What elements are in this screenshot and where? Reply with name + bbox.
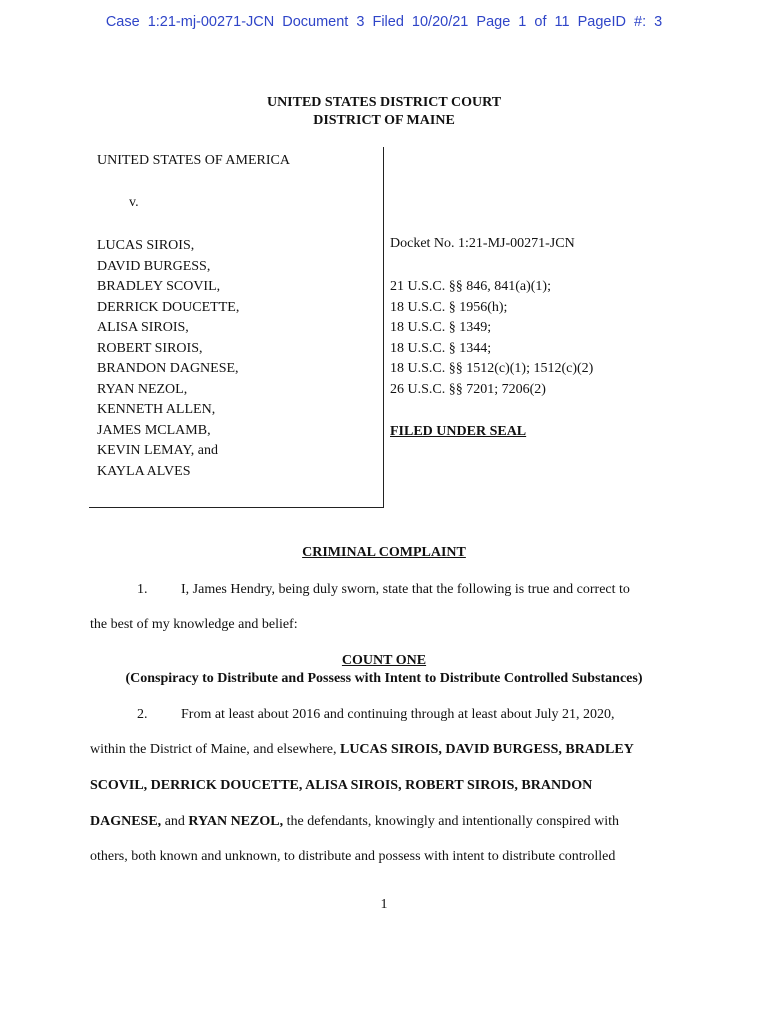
page-count: Page 1 of 11 (476, 14, 570, 30)
court-district: DISTRICT OF MAINE (313, 113, 455, 128)
defendant: BRADLEY SCOVIL, (97, 279, 221, 294)
paragraph-1-line: I, James Hendry, being duly sworn, state that the following is true and correct to (181, 582, 630, 597)
defendant: ROBERT SIROIS, (97, 340, 203, 356)
plaintiff: UNITED STATES OF AMERICA (97, 153, 290, 168)
plain-text: within the District of Maine, and elsewhere, (90, 742, 340, 757)
statute: 18 U.S.C. § 1349; (390, 320, 492, 335)
count-one-title: COUNT ONE (341, 653, 427, 668)
defendant: RYAN NEZOL, (97, 381, 188, 397)
defendant: KEVIN LEMAY, and (97, 443, 218, 458)
paragraph-2-line: others, both known and unknown, to distribute and possess with intent to distribute controlled (90, 849, 616, 864)
plain-text: the defendants, knowingly and intentionally conspired with (283, 814, 620, 829)
plain-text: and (161, 814, 189, 829)
document-number: Document 3 (282, 14, 365, 30)
statute: 18 U.S.C. § 1344; (390, 340, 492, 356)
defendant-names: RYAN NEZOL, (188, 814, 284, 829)
statute: 18 U.S.C. §§ 1512(c)(1); 1512(c)(2) (390, 361, 594, 376)
page-id: PageID #: 3 (577, 14, 663, 30)
defendant: DERRICK DOUCETTE, (97, 299, 240, 315)
defendant: LUCAS SIROIS, (97, 238, 195, 253)
defendant-names: DAGNESE, (90, 814, 162, 829)
defendant-list (97, 236, 239, 482)
caption-divider-horizontal (89, 507, 384, 508)
filing-header (0, 14, 768, 30)
caption-divider-vertical (383, 147, 384, 508)
statute: 26 U.S.C. §§ 7201; 7206(2) (390, 381, 546, 397)
defendant: ALISA SIROIS, (97, 320, 189, 335)
defendant-names: LUCAS SIROIS, DAVID BURGESS, BRADLEY (339, 742, 634, 757)
paragraph-1-number: 1. (137, 582, 148, 597)
page-number: 1 (380, 897, 388, 912)
court-name: UNITED STATES DISTRICT COURT (266, 95, 502, 110)
defendant: KENNETH ALLEN, (97, 402, 216, 417)
paragraph-2-number: 2. (137, 707, 148, 722)
defendant: DAVID BURGESS, (97, 258, 211, 274)
case-number: Case 1:21-mj-00271-JCN (105, 14, 275, 30)
complaint-title: CRIMINAL COMPLAINT (302, 545, 466, 560)
statute-list (390, 277, 593, 400)
statute: 18 U.S.C. § 1956(h); (390, 299, 508, 315)
versus: v. (129, 195, 139, 210)
filed-date: Filed 10/20/21 (372, 14, 469, 30)
count-one-subtitle: (Conspiracy to Distribute and Possess with Intent to Distribute Controlled Substances) (125, 671, 643, 686)
defendant: KAYLA ALVES (97, 463, 191, 479)
paragraph-2-line: From at least about 2016 and continuing through at least about July 21, 2020, (181, 707, 615, 722)
defendant: JAMES MCLAMB, (97, 422, 211, 438)
filed-under-seal: FILED UNDER SEAL (390, 424, 527, 439)
paragraph-2-line (90, 814, 619, 830)
docket-number: Docket No. 1:21-MJ-00271-JCN (390, 236, 575, 251)
paragraph-1-line: the best of my knowledge and belief: (90, 617, 298, 632)
defendant: BRANDON DAGNESE, (97, 361, 239, 376)
paragraph-2-line: SCOVIL, DERRICK DOUCETTE, ALISA SIROIS, ROBERT SIROIS, BRANDON (90, 778, 593, 793)
statute: 21 U.S.C. §§ 846, 841(a)(1); (390, 279, 551, 294)
paragraph-2-line (90, 742, 634, 758)
